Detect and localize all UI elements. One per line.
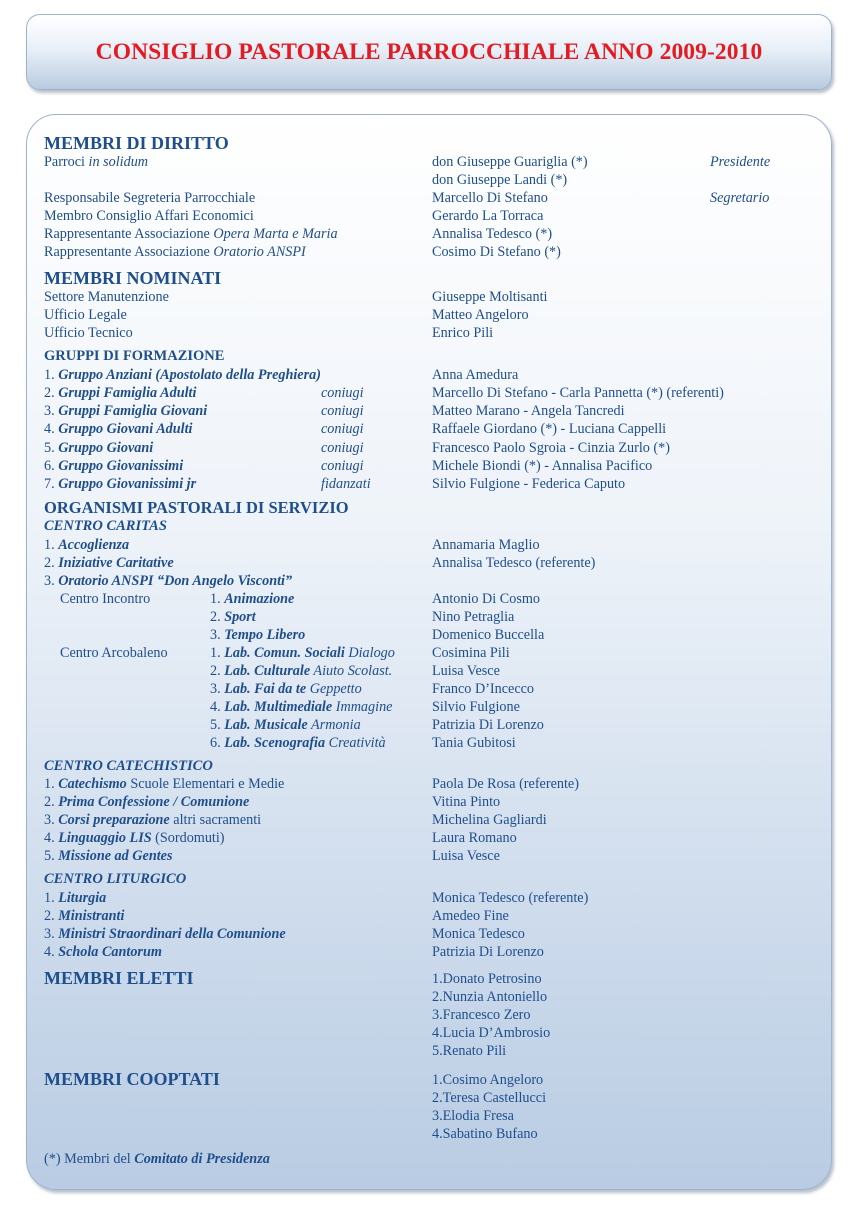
title-banner [26,14,832,90]
page-title: CONSIGLIO PASTORALE PARROCCHIALE ANNO 2009-2010 [95,38,763,65]
